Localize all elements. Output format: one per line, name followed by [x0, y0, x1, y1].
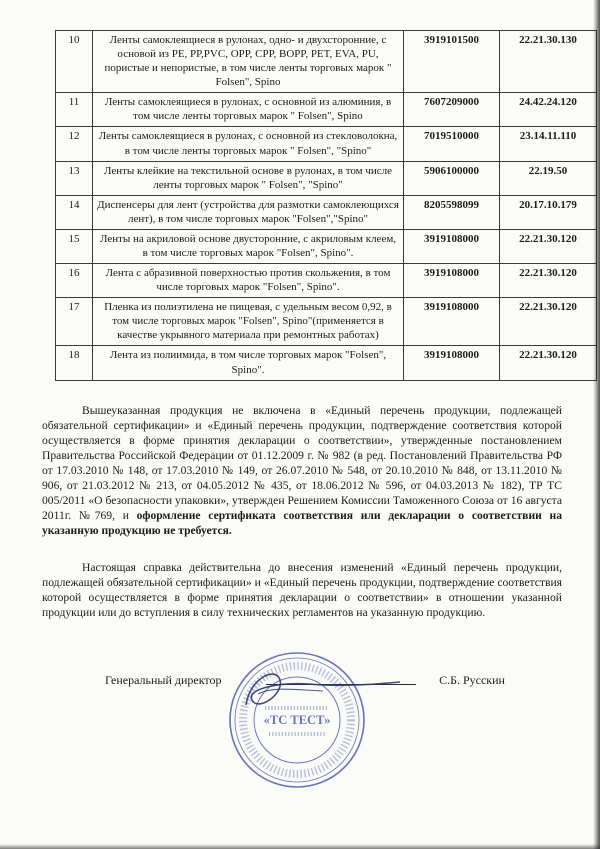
row-number: 14 — [56, 195, 93, 229]
paragraph-certification-bold: оформление сертификата соответствия или декларации о соответствии на указанную продукцию не требуется. — [42, 509, 562, 538]
okp-code: 20.17.10.179 — [500, 195, 597, 229]
product-description: Лента из полиимида, в том числе торговых марок "Folsen", Spino". — [93, 346, 404, 380]
signatory-name: С.Б. Русскин — [439, 673, 505, 688]
row-number: 18 — [56, 346, 93, 380]
product-description: Ленты на акриловой основе двусторонние, с акриловым клеем, в том числе торговых марок "Folsen", Spino". — [93, 229, 404, 263]
product-description: Ленты самоклеящиеся в рулонах, с основной из алюминия, в том числе ленты торговых марок " Folsen", Spino — [93, 93, 404, 127]
tnved-code: 3919108000 — [404, 298, 500, 346]
paragraph-validity: Настоящая справка действительна до внесения изменений «Единый перечень продукции, подлежащей обязательной сертификации» и «Единый перечень продукции, подтверждение соответствия которой осуществляется в форме принятия декларации о соответствии» в отношении указанной продукции или до вступления в силу технических регламентов на указанную продукцию. — [42, 561, 562, 620]
okp-code: 22.21.30.120 — [500, 298, 597, 346]
signatory-title: Генеральный директор — [105, 673, 222, 688]
table-row — [56, 161, 597, 195]
tnved-code: 8205598099 — [404, 195, 500, 229]
product-table — [55, 30, 597, 381]
tnved-code: 3919101500 — [404, 31, 500, 93]
okp-code: 22.19.50 — [500, 161, 597, 195]
okp-code: 22.21.30.120 — [500, 264, 597, 298]
okp-code: 22.21.30.120 — [500, 346, 597, 380]
okp-code: 22.21.30.130 — [500, 31, 597, 93]
product-description: Ленты самоклеящиеся в рулонах, одно- и двухсторонние, с основой из PE, PP,PVC, OPP, CPP, BOPP, PET, EVA, PU, пористые и непористые, в том числе ленты торговых марок " Folsen", Spino — [93, 31, 404, 93]
okp-code: 22.21.30.120 — [500, 229, 597, 263]
table-row — [56, 264, 597, 298]
scan-edge-bottom — [0, 844, 600, 849]
product-description: Пленка из полиэтилена не пищевая, с удельным весом 0,92, в том числе торговых марок "Folsen", Spino"(применяется в качестве укрывного материала при ремонтных работах) — [93, 298, 404, 346]
paragraph-certification-text: Вышеуказанная продукция не включена в «Единый перечень продукции, подлежащей обязательной сертификации» и «Единый перечень продукции, подтверждение соответствия которой осуществляется в форме принятия декларации о соответствии», утвержденные постановлением Правительства Российской Федерации от 01.12.2009 г. № 982 (в ред. Постановлений Правительства РФ от 17.03.2010 № 148, от 17.03.2010 № 149, от 26.07.2010 № 548, от 20.10.2010 № 848, от 13.11.2010 № 906, от 21.03.2012 № 213, от 04.05.2012 № 435, от 18.06.2012 № 596, от 04.03.2013 № 182), ТР ТС 005/2011 «О безопасности упаковки», утвержден Решением Комиссии Таможенного Союза от 16 августа 2011г. №769, и — [42, 403, 562, 523]
product-table-body — [56, 31, 597, 381]
tnved-code: 7019510000 — [404, 127, 500, 161]
signature-block — [0, 668, 600, 688]
row-number: 15 — [56, 229, 93, 263]
table-row — [56, 229, 597, 263]
signature-line — [266, 684, 416, 685]
tnved-code: 5906100000 — [404, 161, 500, 195]
product-description: Диспенсеры для лент (устройства для размотки самоклеющихся лент), в том числе торговых марок "Folsen","Spino" — [93, 195, 404, 229]
row-number: 11 — [56, 93, 93, 127]
tnved-code: 3919108000 — [404, 229, 500, 263]
table-row — [56, 127, 597, 161]
row-number: 13 — [56, 161, 93, 195]
paragraph-certification — [42, 403, 562, 539]
tnved-code: 3919108000 — [404, 264, 500, 298]
table-row — [56, 93, 597, 127]
row-number: 17 — [56, 298, 93, 346]
tnved-code: 7607209000 — [404, 93, 500, 127]
table-row — [56, 346, 597, 380]
product-description: Ленты самоклеящиеся в рулонах, с основной из стекловолокна, в том числе ленты торговых марок " Folsen", "Spino" — [93, 127, 404, 161]
okp-code: 23.14.11.110 — [500, 127, 597, 161]
row-number: 10 — [56, 31, 93, 93]
row-number: 12 — [56, 127, 93, 161]
scan-edge-right — [593, 0, 600, 849]
row-number: 16 — [56, 264, 93, 298]
table-row — [56, 195, 597, 229]
okp-code: 24.42.24.120 — [500, 93, 597, 127]
product-description: Ленты клейкие на текстильной основе в рулонах, в том числе ленты торговых марок " Folsen", "Spino" — [93, 161, 404, 195]
product-description: Лента с абразивной поверхностью против скольжения, в том числе торговых марок "Folsen", Spino". — [93, 264, 404, 298]
table-row — [56, 298, 597, 346]
tnved-code: 3919108000 — [404, 346, 500, 380]
stamp-center-text: «ТС ТЕСТ» — [263, 713, 331, 727]
table-row — [56, 31, 597, 93]
